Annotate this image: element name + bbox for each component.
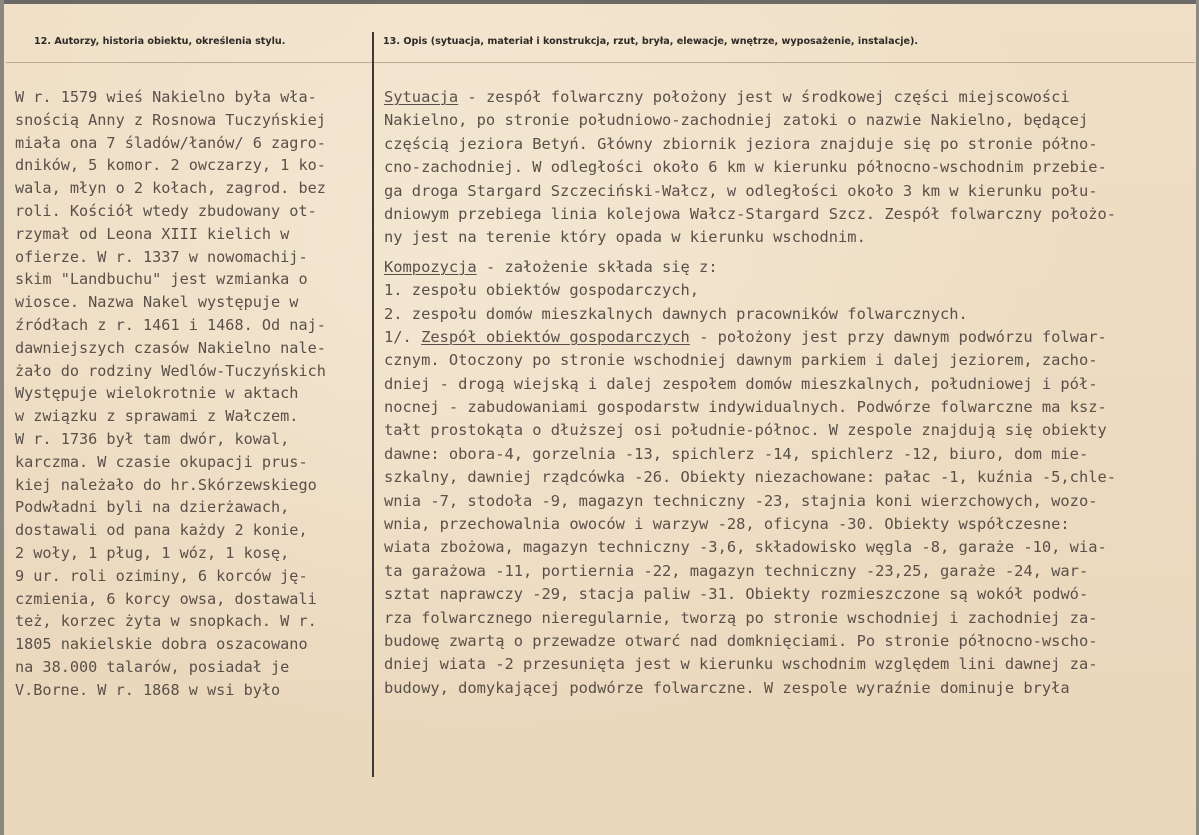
- description-text-line: [384, 560, 1116, 583]
- column-divider: [372, 32, 374, 777]
- description-text-line: [384, 256, 1116, 279]
- description-text-line: [384, 180, 1116, 203]
- line-text: cno-zachodniej. W odległości około 6 km w kierunku północno-wschodnim przebie-: [384, 158, 1107, 177]
- underlined-heading: Kompozycja: [384, 257, 477, 276]
- history-text-line: dników, 5 komor. 2 owczarzy, 1 ko-: [15, 156, 326, 175]
- line-text: tałt prostokąta o dłuższej osi południe-północ. W zespole znajdują się obiekty: [384, 421, 1107, 440]
- description-text-line: [384, 203, 1116, 226]
- history-text-line: ofierze. W r. 1337 w nowomachij-: [15, 247, 308, 266]
- line-text: - założenie składa się z:: [476, 257, 718, 276]
- description-text-line: [384, 419, 1116, 442]
- line-text: wnia -7, stodoła -9, magazyn techniczny -23, stajnia koni wierzchowych, wozo-: [384, 491, 1098, 510]
- history-text-line: W r. 1579 wieś Nakielno była wła-: [15, 88, 317, 106]
- line-text: nocnej - zabudowaniami gospodarstw indywidualnych. Podwórze folwarczne ma ksz-: [384, 398, 1107, 417]
- header-divider: [6, 62, 1195, 63]
- description-text-line: [384, 443, 1116, 466]
- history-text-line: na 38.000 talarów, posiadał je: [15, 657, 290, 676]
- history-text-line: żało do rodziny Wedlów-Tuczyńskich: [15, 361, 326, 380]
- description-text-column: [384, 86, 1116, 700]
- line-text: ta garażowa -11, portiernia -22, magazyn techniczny -23,25, garaże -24, war-: [384, 561, 1089, 580]
- history-text-column: [15, 86, 326, 702]
- history-text-line: dostawali od pana każdy 2 konie,: [15, 521, 308, 540]
- description-text-line: [384, 349, 1116, 372]
- scan-edge-left: [0, 0, 4, 835]
- description-text-line: [384, 677, 1116, 700]
- history-text-line: Występuje wielokrotnie w aktach: [15, 384, 299, 403]
- history-text-line: czmienia, 6 korcy owsa, dostawali: [15, 589, 317, 608]
- description-text-line: [384, 373, 1116, 396]
- history-text-line: wiosce. Nazwa Nakel występuje w: [15, 293, 299, 312]
- description-text-line: [384, 653, 1116, 676]
- line-text: częścią jeziora Betyń. Główny zbiornik jeziora znajduje się po stronie półno-: [384, 134, 1098, 153]
- line-text: Nakielno, po stronie południowo-zachodniej zatoki o nazwie Nakielno, będącej: [384, 111, 1089, 130]
- line-text: ga droga Stargard Szczeciński-Wałcz, w odległości około 3 km w kierunku połu-: [384, 181, 1098, 200]
- line-text: budowę zwartą o przewadze otwarć nad domknięciami. Po stronie północno-wscho-: [384, 631, 1098, 650]
- line-text: budowy, domykającej podwórze folwarczne. W zespole wyraźnie dominuje bryła: [384, 678, 1070, 697]
- description-text-line: [384, 396, 1116, 419]
- line-text: 1. zespołu obiektów gospodarczych,: [384, 281, 700, 300]
- description-text-line: [384, 156, 1116, 179]
- description-text-line: [384, 86, 1116, 109]
- description-text-line: [384, 513, 1116, 536]
- line-text: szkalny, dawniej rządcówka -26. Obiekty niezachowane: pałac -1, kuźnia -5,chle-: [384, 468, 1117, 487]
- history-text-line: 2 woły, 1 pług, 1 wóz, 1 kosę,: [15, 543, 290, 562]
- description-text-line: [384, 607, 1116, 630]
- history-text-line: w związku z sprawami z Wałczem.: [15, 407, 299, 426]
- line-text: dawne: obora-4, gorzelnia -13, spichlerz -14, spichlerz -12, biuro, dom mie-: [384, 444, 1089, 463]
- description-text-line: [384, 630, 1116, 653]
- description-text-line: [384, 279, 1116, 302]
- description-text-line: [384, 536, 1116, 559]
- underlined-heading: Sytuacja: [384, 88, 459, 106]
- list-marker: 1/.: [384, 327, 422, 346]
- history-text-line: kiej należało do hr.Skórzewskiego: [15, 475, 317, 494]
- line-text: cznym. Otoczony po stronie wschodniej dawnym parkiem i dalej jeziorem, zacho-: [384, 351, 1098, 370]
- description-text-line: [384, 303, 1116, 326]
- line-text: wnia, przechowalnia owoców i warzyw -28, oficyna -30. Obiekty współczesne:: [384, 515, 1070, 534]
- history-text-line: rzymał od Leona XIII kielich w: [15, 224, 290, 243]
- line-text: rza folwarcznego nieregularnie, tworzą po stronie wschodniej i zachodniej za-: [384, 608, 1098, 627]
- history-text-line: 9 ur. roli oziminy, 6 korców ję-: [15, 566, 308, 585]
- description-text-line: [384, 466, 1116, 489]
- history-text-line: Podwładni byli na dzierżawach,: [15, 498, 290, 517]
- history-text-line: snością Anny z Rosnowa Tuczyńskiej: [15, 110, 326, 129]
- scan-edge-top: [0, 0, 1199, 4]
- history-text-line: V.Borne. W r. 1868 w wsi było: [15, 680, 281, 699]
- history-text-line: roli. Kościół wtedy zbudowany ot-: [15, 201, 317, 220]
- section-13-header: 13. Opis (sytuacja, materiał i konstrukcja, rzut, bryła, elewacje, wnętrze, wyposażenie, instalacje).: [383, 36, 919, 47]
- description-text-line: [384, 583, 1116, 606]
- line-text: - położony jest przy dawnym podwórzu folwar-: [689, 327, 1107, 346]
- line-text: wiata zbożowa, magazyn techniczny -3,6, składowisko węgla -8, garaże -10, wia-: [384, 538, 1107, 557]
- description-text-line: [384, 326, 1116, 349]
- history-text-line: dawniejszych czasów Nakielno nale-: [15, 338, 326, 357]
- history-text-line: W r. 1736 był tam dwór, kowal,: [15, 429, 290, 448]
- history-text-line: wala, młyn o 2 kołach, zagrod. bez: [15, 179, 326, 198]
- description-text-line: [384, 133, 1116, 156]
- history-text-line: skim "Landbuchu" jest wzmianka o: [15, 270, 308, 289]
- underlined-heading: Zespół obiektów gospodarczych: [421, 327, 690, 346]
- history-text-line: karczma. W czasie okupacji prus-: [15, 452, 308, 471]
- history-text-line: 1805 nakielskie dobra oszacowano: [15, 635, 308, 654]
- line-text: dniej - drogą wiejską i dalej zespołem domów mieszkalnych, południowej i pół-: [384, 374, 1098, 393]
- description-text-line: [384, 226, 1116, 249]
- history-text-line: też, korzec żyta w snopkach. W r.: [15, 612, 317, 631]
- description-text-line: [384, 109, 1116, 132]
- line-text: dniowym przebiega linia kolejowa Wałcz-Stargard Szcz. Zespół folwarczny położo-: [384, 204, 1117, 223]
- line-text: 2. zespołu domów mieszkalnych dawnych pracowników folwarcznych.: [384, 304, 968, 323]
- history-text-line: miała ona 7 śladów/łanów/ 6 zagro-: [15, 133, 326, 152]
- line-text: - zespół folwarczny położony jest w środkowej części miejscowości: [458, 88, 1070, 106]
- line-text: sztat naprawczy -29, stacja paliw -31. Obiekty rozmieszczone są wokół podwó-: [384, 585, 1089, 604]
- section-12-header: 12. Autorzy, historia obiektu, określenia stylu.: [34, 36, 286, 47]
- line-text: dniej wiata -2 przesunięta jest w kierunku wschodnim względem lini dawnej za-: [384, 655, 1098, 674]
- description-text-line: [384, 490, 1116, 513]
- history-text-line: źródłach z r. 1461 i 1468. Od naj-: [15, 315, 326, 334]
- line-text: ny jest na terenie który opada w kierunku wschodnim.: [384, 228, 866, 247]
